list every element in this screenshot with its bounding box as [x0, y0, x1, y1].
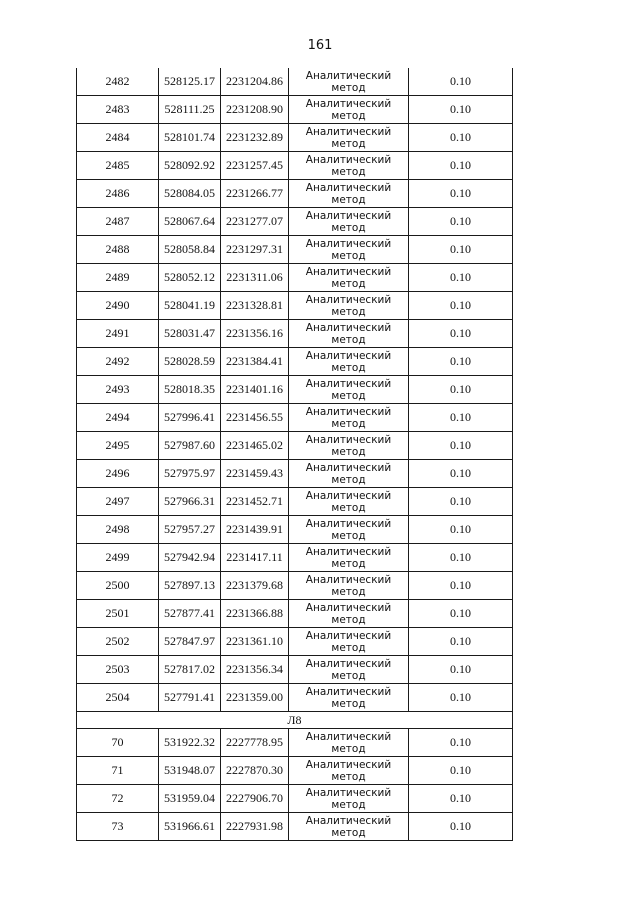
y-coordinate-cell: 2231439.91 — [221, 516, 289, 544]
method-line-2: метод — [331, 473, 366, 486]
point-number-cell: 2489 — [77, 264, 159, 292]
point-number-cell: 2484 — [77, 124, 159, 152]
x-coordinate-cell: 528031.47 — [159, 320, 221, 348]
point-number-cell: 2485 — [77, 152, 159, 180]
table-body-a — [77, 68, 513, 712]
table-body-b — [77, 729, 513, 841]
y-coordinate-cell: 2231356.34 — [221, 656, 289, 684]
x-coordinate-cell: 527966.31 — [159, 488, 221, 516]
method-cell — [289, 544, 409, 572]
x-coordinate-cell: 531959.04 — [159, 785, 221, 813]
y-coordinate-cell: 2231459.43 — [221, 460, 289, 488]
accuracy-cell: 0.10 — [409, 656, 513, 684]
accuracy-cell: 0.10 — [409, 264, 513, 292]
y-coordinate-cell: 2231311.06 — [221, 264, 289, 292]
method-line-2: метод — [331, 193, 366, 206]
table-row — [77, 68, 513, 96]
point-number-cell: 2500 — [77, 572, 159, 600]
x-coordinate-cell: 528058.84 — [159, 236, 221, 264]
accuracy-cell: 0.10 — [409, 376, 513, 404]
point-number-cell: 2499 — [77, 544, 159, 572]
section-label: Л8 — [77, 712, 513, 729]
method-cell — [289, 684, 409, 712]
method-line-2: метод — [331, 826, 366, 839]
x-coordinate-cell: 527897.13 — [159, 572, 221, 600]
method-line-2: метод — [331, 361, 366, 374]
y-coordinate-cell: 2231366.88 — [221, 600, 289, 628]
method-line-1: Аналитический — [305, 209, 392, 222]
y-coordinate-cell: 2231417.11 — [221, 544, 289, 572]
method-cell — [289, 488, 409, 516]
point-number-cell: 2493 — [77, 376, 159, 404]
table-row — [77, 236, 513, 264]
accuracy-cell: 0.10 — [409, 96, 513, 124]
accuracy-cell: 0.10 — [409, 320, 513, 348]
table-row — [77, 432, 513, 460]
table-row — [77, 656, 513, 684]
method-cell — [289, 180, 409, 208]
accuracy-cell: 0.10 — [409, 432, 513, 460]
y-coordinate-cell: 2231359.00 — [221, 684, 289, 712]
point-number-cell: 70 — [77, 729, 159, 757]
accuracy-cell: 0.10 — [409, 813, 513, 841]
table-row — [77, 684, 513, 712]
point-number-cell: 2482 — [77, 68, 159, 96]
page-number: 161 — [307, 38, 333, 53]
table-row — [77, 785, 513, 813]
method-line-2: метод — [331, 742, 366, 755]
table-row — [77, 729, 513, 757]
point-number-cell: 2504 — [77, 684, 159, 712]
method-line-1: Аналитический — [305, 629, 392, 642]
table-row — [77, 292, 513, 320]
point-number-cell: 2496 — [77, 460, 159, 488]
method-cell — [289, 320, 409, 348]
method-cell — [289, 68, 409, 96]
x-coordinate-cell: 527877.41 — [159, 600, 221, 628]
point-number-cell: 2495 — [77, 432, 159, 460]
section-header-group — [77, 712, 513, 729]
method-cell — [289, 729, 409, 757]
point-number-cell: 2492 — [77, 348, 159, 376]
y-coordinate-cell: 2231361.10 — [221, 628, 289, 656]
y-coordinate-cell: 2227931.98 — [221, 813, 289, 841]
method-line-1: Аналитический — [305, 293, 392, 306]
x-coordinate-cell: 528052.12 — [159, 264, 221, 292]
method-cell — [289, 124, 409, 152]
accuracy-cell: 0.10 — [409, 488, 513, 516]
method-line-1: Аналитический — [305, 758, 392, 771]
x-coordinate-cell: 528092.92 — [159, 152, 221, 180]
point-number-cell: 2498 — [77, 516, 159, 544]
table-row — [77, 516, 513, 544]
y-coordinate-cell: 2227778.95 — [221, 729, 289, 757]
table-row — [77, 488, 513, 516]
table-row — [77, 320, 513, 348]
point-number-cell: 72 — [77, 785, 159, 813]
method-line-1: Аналитический — [305, 601, 392, 614]
point-number-cell: 2483 — [77, 96, 159, 124]
accuracy-cell: 0.10 — [409, 292, 513, 320]
method-line-1: Аналитический — [305, 377, 392, 390]
table-row — [77, 544, 513, 572]
method-line-2: метод — [331, 641, 366, 654]
accuracy-cell: 0.10 — [409, 684, 513, 712]
point-number-cell: 2491 — [77, 320, 159, 348]
accuracy-cell: 0.10 — [409, 729, 513, 757]
method-line-1: Аналитический — [305, 685, 392, 698]
method-line-1: Аналитический — [305, 321, 392, 334]
y-coordinate-cell: 2231257.45 — [221, 152, 289, 180]
method-line-2: метод — [331, 669, 366, 682]
method-line-2: метод — [331, 770, 366, 783]
method-cell — [289, 236, 409, 264]
x-coordinate-cell: 527975.97 — [159, 460, 221, 488]
y-coordinate-cell: 2231328.81 — [221, 292, 289, 320]
x-coordinate-cell: 528084.05 — [159, 180, 221, 208]
y-coordinate-cell: 2231277.07 — [221, 208, 289, 236]
method-cell — [289, 432, 409, 460]
method-cell — [289, 96, 409, 124]
method-cell — [289, 264, 409, 292]
point-number-cell: 2490 — [77, 292, 159, 320]
point-number-cell: 73 — [77, 813, 159, 841]
accuracy-cell: 0.10 — [409, 152, 513, 180]
method-cell — [289, 813, 409, 841]
method-line-1: Аналитический — [305, 153, 392, 166]
method-line-1: Аналитический — [305, 97, 392, 110]
y-coordinate-cell: 2231384.41 — [221, 348, 289, 376]
method-line-2: метод — [331, 165, 366, 178]
point-number-cell: 2501 — [77, 600, 159, 628]
table-row — [77, 572, 513, 600]
method-line-1: Аналитический — [305, 69, 392, 82]
x-coordinate-cell: 531966.61 — [159, 813, 221, 841]
y-coordinate-cell: 2231208.90 — [221, 96, 289, 124]
x-coordinate-cell: 528101.74 — [159, 124, 221, 152]
point-number-cell: 2503 — [77, 656, 159, 684]
point-number-cell: 2487 — [77, 208, 159, 236]
y-coordinate-cell: 2231297.31 — [221, 236, 289, 264]
point-number-cell: 2494 — [77, 404, 159, 432]
accuracy-cell: 0.10 — [409, 516, 513, 544]
method-line-2: метод — [331, 417, 366, 430]
y-coordinate-cell: 2231456.55 — [221, 404, 289, 432]
method-line-2: метод — [331, 501, 366, 514]
method-cell — [289, 572, 409, 600]
method-line-1: Аналитический — [305, 786, 392, 799]
y-coordinate-cell: 2231204.86 — [221, 68, 289, 96]
coordinates-table — [76, 68, 513, 841]
accuracy-cell: 0.10 — [409, 180, 513, 208]
method-line-1: Аналитический — [305, 545, 392, 558]
x-coordinate-cell: 528067.64 — [159, 208, 221, 236]
table-row — [77, 600, 513, 628]
method-line-2: метод — [331, 81, 366, 94]
y-coordinate-cell: 2227870.30 — [221, 757, 289, 785]
table-row — [77, 152, 513, 180]
method-line-1: Аналитический — [305, 405, 392, 418]
method-line-2: метод — [331, 221, 366, 234]
x-coordinate-cell: 527817.02 — [159, 656, 221, 684]
method-cell — [289, 757, 409, 785]
x-coordinate-cell: 527987.60 — [159, 432, 221, 460]
accuracy-cell: 0.10 — [409, 628, 513, 656]
method-cell — [289, 348, 409, 376]
x-coordinate-cell: 531948.07 — [159, 757, 221, 785]
table-row — [77, 264, 513, 292]
y-coordinate-cell: 2231452.71 — [221, 488, 289, 516]
table-row — [77, 96, 513, 124]
method-line-2: метод — [331, 445, 366, 458]
point-number-cell: 2486 — [77, 180, 159, 208]
point-number-cell: 2488 — [77, 236, 159, 264]
x-coordinate-cell: 528028.59 — [159, 348, 221, 376]
accuracy-cell: 0.10 — [409, 544, 513, 572]
x-coordinate-cell: 528018.35 — [159, 376, 221, 404]
y-coordinate-cell: 2231266.77 — [221, 180, 289, 208]
method-cell — [289, 292, 409, 320]
method-line-1: Аналитический — [305, 461, 392, 474]
accuracy-cell: 0.10 — [409, 757, 513, 785]
table-row — [77, 208, 513, 236]
x-coordinate-cell: 527957.27 — [159, 516, 221, 544]
y-coordinate-cell: 2231356.16 — [221, 320, 289, 348]
y-coordinate-cell: 2231379.68 — [221, 572, 289, 600]
method-line-2: метод — [331, 613, 366, 626]
accuracy-cell: 0.10 — [409, 68, 513, 96]
method-cell — [289, 656, 409, 684]
method-line-2: метод — [331, 585, 366, 598]
accuracy-cell: 0.10 — [409, 124, 513, 152]
x-coordinate-cell: 531922.32 — [159, 729, 221, 757]
x-coordinate-cell: 527942.94 — [159, 544, 221, 572]
method-line-2: метод — [331, 333, 366, 346]
accuracy-cell: 0.10 — [409, 208, 513, 236]
method-line-2: метод — [331, 137, 366, 150]
x-coordinate-cell: 528111.25 — [159, 96, 221, 124]
method-cell — [289, 152, 409, 180]
point-number-cell: 2497 — [77, 488, 159, 516]
accuracy-cell: 0.10 — [409, 460, 513, 488]
method-line-1: Аналитический — [305, 573, 392, 586]
method-line-1: Аналитический — [305, 489, 392, 502]
method-line-2: метод — [331, 529, 366, 542]
method-line-1: Аналитический — [305, 349, 392, 362]
x-coordinate-cell: 528125.17 — [159, 68, 221, 96]
table-row — [77, 376, 513, 404]
method-line-1: Аналитический — [305, 814, 392, 827]
method-line-1: Аналитический — [305, 181, 392, 194]
method-line-2: метод — [331, 389, 366, 402]
accuracy-cell: 0.10 — [409, 404, 513, 432]
method-line-1: Аналитический — [305, 517, 392, 530]
x-coordinate-cell: 527791.41 — [159, 684, 221, 712]
method-line-1: Аналитический — [305, 125, 392, 138]
method-line-2: метод — [331, 697, 366, 710]
method-line-1: Аналитический — [305, 657, 392, 670]
accuracy-cell: 0.10 — [409, 572, 513, 600]
table-row — [77, 757, 513, 785]
method-line-2: метод — [331, 109, 366, 122]
table-row — [77, 404, 513, 432]
method-cell — [289, 460, 409, 488]
method-cell — [289, 376, 409, 404]
point-number-cell: 2502 — [77, 628, 159, 656]
table-row — [77, 628, 513, 656]
method-line-2: метод — [331, 277, 366, 290]
y-coordinate-cell: 2231232.89 — [221, 124, 289, 152]
method-line-2: метод — [331, 249, 366, 262]
method-cell — [289, 404, 409, 432]
table-row — [77, 460, 513, 488]
y-coordinate-cell: 2231401.16 — [221, 376, 289, 404]
section-row — [77, 712, 513, 729]
method-line-1: Аналитический — [305, 237, 392, 250]
method-cell — [289, 208, 409, 236]
table-row — [77, 124, 513, 152]
x-coordinate-cell: 527996.41 — [159, 404, 221, 432]
y-coordinate-cell: 2227906.70 — [221, 785, 289, 813]
method-cell — [289, 628, 409, 656]
x-coordinate-cell: 527847.97 — [159, 628, 221, 656]
method-line-2: метод — [331, 305, 366, 318]
y-coordinate-cell: 2231465.02 — [221, 432, 289, 460]
method-cell — [289, 600, 409, 628]
table-row — [77, 348, 513, 376]
table-row — [77, 180, 513, 208]
accuracy-cell: 0.10 — [409, 236, 513, 264]
accuracy-cell: 0.10 — [409, 600, 513, 628]
accuracy-cell: 0.10 — [409, 785, 513, 813]
method-cell — [289, 785, 409, 813]
method-line-1: Аналитический — [305, 730, 392, 743]
x-coordinate-cell: 528041.19 — [159, 292, 221, 320]
table-row — [77, 813, 513, 841]
method-line-2: метод — [331, 557, 366, 570]
method-line-1: Аналитический — [305, 433, 392, 446]
method-line-2: метод — [331, 798, 366, 811]
accuracy-cell: 0.10 — [409, 348, 513, 376]
point-number-cell: 71 — [77, 757, 159, 785]
method-line-1: Аналитический — [305, 265, 392, 278]
method-cell — [289, 516, 409, 544]
